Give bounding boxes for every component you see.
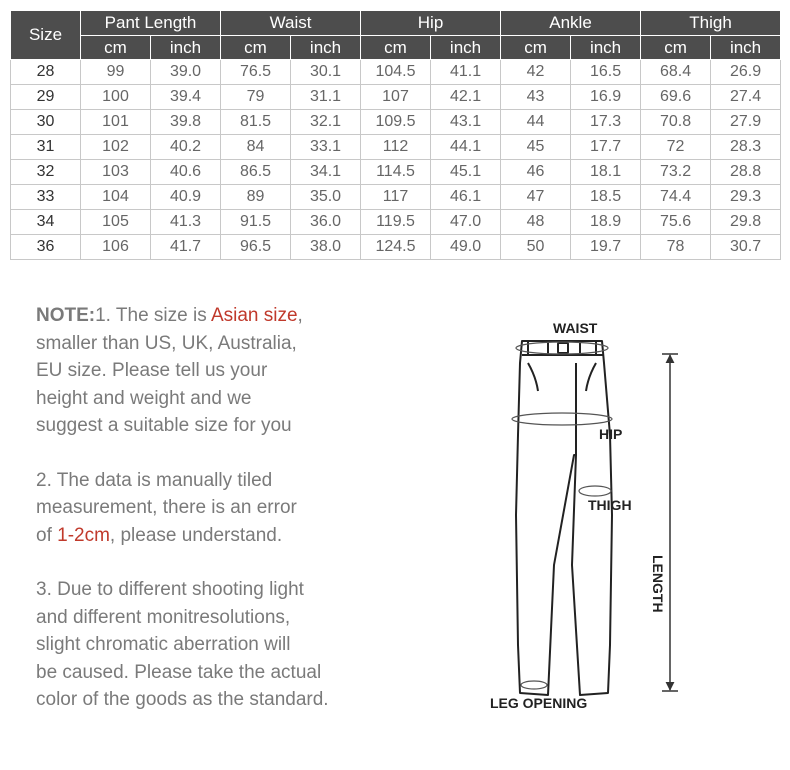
measurement-cell: 99 <box>81 60 151 85</box>
unit-header: inch <box>571 36 641 60</box>
pants-measurement-diagram <box>470 315 710 725</box>
measurement-cell: 40.2 <box>151 135 221 160</box>
length-label: LENGTH <box>650 555 666 613</box>
measurement-cell: 43 <box>501 85 571 110</box>
measurement-cell: 46.1 <box>431 185 501 210</box>
size-cell: 34 <box>11 210 81 235</box>
unit-header: cm <box>501 36 571 60</box>
measurement-cell: 42.1 <box>431 85 501 110</box>
pants-illustration <box>470 315 710 725</box>
measurement-cell: 17.7 <box>571 135 641 160</box>
table-unit-header-row <box>11 36 781 60</box>
measurement-cell: 117 <box>361 185 431 210</box>
measurement-cell: 30.1 <box>291 60 361 85</box>
measurement-cell: 28.8 <box>711 160 781 185</box>
note-1-comma: , <box>297 305 303 326</box>
measurement-cell: 49.0 <box>431 235 501 260</box>
measurement-cell: 91.5 <box>221 210 291 235</box>
size-cell: 30 <box>11 110 81 135</box>
measurement-cell: 29.3 <box>711 185 781 210</box>
note-3-line: color of the goods as the standard. <box>36 689 329 710</box>
measurement-cell: 41.7 <box>151 235 221 260</box>
measurement-cell: 84 <box>221 135 291 160</box>
note-3-line: slight chromatic aberration will <box>36 634 291 655</box>
table-row <box>11 135 781 160</box>
measurement-cell: 28.3 <box>711 135 781 160</box>
unit-header: inch <box>431 36 501 60</box>
leg-opening-measure-line <box>521 681 547 689</box>
measurement-cell: 34.1 <box>291 160 361 185</box>
measurement-cell: 96.5 <box>221 235 291 260</box>
measurement-cell: 107 <box>361 85 431 110</box>
thigh-measure-line <box>579 486 611 496</box>
measurement-cell: 124.5 <box>361 235 431 260</box>
note-label: NOTE: <box>36 305 96 326</box>
measurement-cell: 35.0 <box>291 185 361 210</box>
measurement-cell: 39.0 <box>151 60 221 85</box>
measurement-cell: 27.9 <box>711 110 781 135</box>
measurement-cell: 101 <box>81 110 151 135</box>
measurement-cell: 26.9 <box>711 60 781 85</box>
measurement-cell: 47.0 <box>431 210 501 235</box>
size-notes <box>36 302 376 714</box>
group-header-thigh: Thigh <box>641 11 781 36</box>
measurement-cell: 102 <box>81 135 151 160</box>
table-row <box>11 85 781 110</box>
error-range-highlight: 1-2cm <box>57 524 110 546</box>
size-cell: 31 <box>11 135 81 160</box>
leg-opening-label: LEG OPENING <box>490 695 588 711</box>
unit-header: inch <box>291 36 361 60</box>
note-3-line: be caused. Please take the actual <box>36 661 322 683</box>
table-row <box>11 210 781 235</box>
measurement-cell: 16.9 <box>571 85 641 110</box>
measurement-cell: 18.1 <box>571 160 641 185</box>
measurement-cell: 81.5 <box>221 110 291 135</box>
measurement-cell: 47 <box>501 185 571 210</box>
measurement-cell: 45.1 <box>431 160 501 185</box>
table-row <box>11 110 781 135</box>
measurement-cell: 69.6 <box>641 85 711 110</box>
measurement-cell: 33.1 <box>291 135 361 160</box>
measurement-cell: 75.6 <box>641 210 711 235</box>
unit-header: cm <box>361 36 431 60</box>
hip-measure-line <box>512 413 612 425</box>
measurement-cell: 39.8 <box>151 110 221 135</box>
measurement-cell: 104 <box>81 185 151 210</box>
measurement-cell: 42 <box>501 60 571 85</box>
measurement-cell: 86.5 <box>221 160 291 185</box>
measurement-cell: 78 <box>641 235 711 260</box>
measurement-cell: 18.9 <box>571 210 641 235</box>
size-cell: 32 <box>11 160 81 185</box>
size-cell: 28 <box>11 60 81 85</box>
measurement-cell: 41.3 <box>151 210 221 235</box>
waist-label: WAIST <box>553 320 598 336</box>
measurement-cell: 27.4 <box>711 85 781 110</box>
measurement-cell: 30.7 <box>711 235 781 260</box>
measurement-cell: 100 <box>81 85 151 110</box>
note-3-line: 3. Due to different shooting light <box>36 579 304 600</box>
measurement-cell: 43.1 <box>431 110 501 135</box>
note-2-line <box>36 522 376 550</box>
pants-outline <box>516 341 612 695</box>
unit-header: inch <box>151 36 221 60</box>
measurement-cell: 38.0 <box>291 235 361 260</box>
hip-label: HIP <box>599 426 623 442</box>
table-row <box>11 235 781 260</box>
note-2-post: , please understand. <box>109 524 283 546</box>
note-1-lead: 1. The size is <box>95 305 211 326</box>
thigh-label: THIGH <box>588 497 632 513</box>
measurement-cell: 109.5 <box>361 110 431 135</box>
measurement-cell: 48 <box>501 210 571 235</box>
measurement-cell: 112 <box>361 135 431 160</box>
table-row <box>11 185 781 210</box>
measurement-cell: 40.9 <box>151 185 221 210</box>
measurement-cell: 103 <box>81 160 151 185</box>
measurement-cell: 105 <box>81 210 151 235</box>
unit-header: cm <box>81 36 151 60</box>
unit-header: inch <box>711 36 781 60</box>
measurement-cell: 41.1 <box>431 60 501 85</box>
table-row <box>11 160 781 185</box>
measurement-cell: 104.5 <box>361 60 431 85</box>
measurement-cell: 19.7 <box>571 235 641 260</box>
measurement-cell: 106 <box>81 235 151 260</box>
note-1-line: smaller than US, UK, Australia, <box>36 332 297 354</box>
measurement-cell: 44.1 <box>431 135 501 160</box>
measurement-cell: 16.5 <box>571 60 641 85</box>
measurement-cell: 50 <box>501 235 571 260</box>
note-2-line: measurement, there is an error <box>36 497 297 518</box>
measurement-cell: 114.5 <box>361 160 431 185</box>
measurement-cell: 31.1 <box>291 85 361 110</box>
measurement-cell: 18.5 <box>571 185 641 210</box>
measurement-cell: 45 <box>501 135 571 160</box>
measurement-cell: 36.0 <box>291 210 361 235</box>
unit-header: cm <box>641 36 711 60</box>
note-2-line: 2. The data is manually tiled <box>36 469 273 491</box>
measurement-cell: 89 <box>221 185 291 210</box>
table-group-header-row <box>11 11 781 36</box>
size-cell: 36 <box>11 235 81 260</box>
measurement-cell: 70.8 <box>641 110 711 135</box>
measurement-cell: 74.4 <box>641 185 711 210</box>
size-cell: 29 <box>11 85 81 110</box>
note-1-line <box>36 302 376 330</box>
size-chart-table <box>10 10 781 260</box>
measurement-cell: 44 <box>501 110 571 135</box>
size-column-header: Size <box>11 11 81 60</box>
group-header-waist: Waist <box>221 11 361 36</box>
note-1-line: suggest a suitable size for you <box>36 415 292 436</box>
table-body <box>11 60 781 260</box>
measurement-cell: 119.5 <box>361 210 431 235</box>
asian-size-highlight: Asian size <box>210 305 298 326</box>
measurement-cell: 46 <box>501 160 571 185</box>
measurement-cell: 73.2 <box>641 160 711 185</box>
measurement-cell: 40.6 <box>151 160 221 185</box>
measurement-cell: 72 <box>641 135 711 160</box>
measurement-cell: 76.5 <box>221 60 291 85</box>
table-row <box>11 60 781 85</box>
note-2-pre: of <box>36 524 58 546</box>
unit-header: cm <box>221 36 291 60</box>
note-1-line: EU size. Please tell us your <box>36 360 268 381</box>
measurement-cell: 32.1 <box>291 110 361 135</box>
measurement-cell: 17.3 <box>571 110 641 135</box>
group-header-ankle: Ankle <box>501 11 641 36</box>
group-header-hip: Hip <box>361 11 501 36</box>
measurement-cell: 39.4 <box>151 85 221 110</box>
note-1-line: height and weight and we <box>36 387 252 409</box>
measurement-cell: 68.4 <box>641 60 711 85</box>
group-header-pant-length: Pant Length <box>81 11 221 36</box>
measurement-cell: 79 <box>221 85 291 110</box>
measurement-cell: 29.8 <box>711 210 781 235</box>
size-cell: 33 <box>11 185 81 210</box>
note-3-line: and different monitresolutions, <box>36 606 291 628</box>
